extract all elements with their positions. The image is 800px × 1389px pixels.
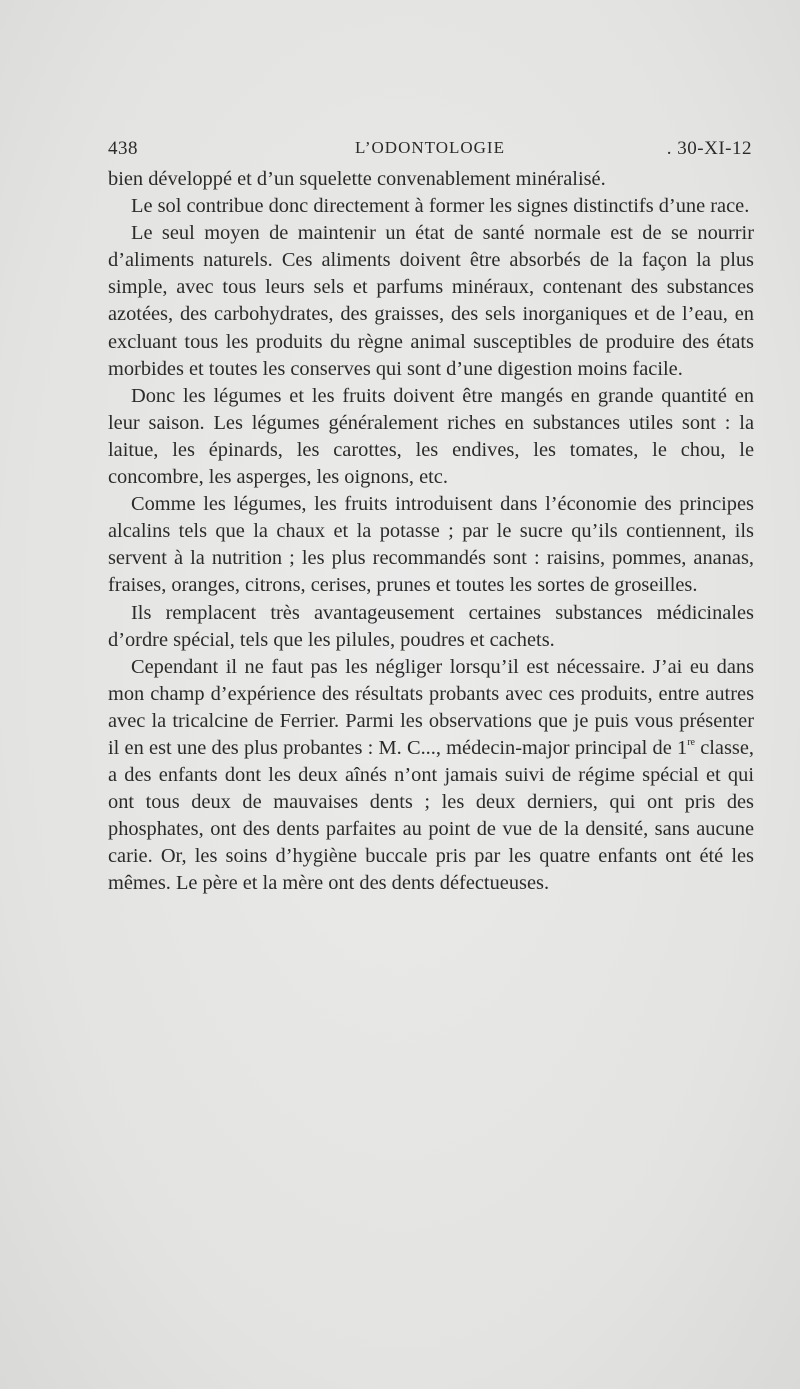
page-number: 438 (108, 138, 138, 159)
running-title: L’ODONTOLOGIE (355, 138, 505, 157)
body-text (108, 166, 754, 898)
paragraph-4: Donc les légumes et les fruits doivent être mangés en grande quantité en leur saison. Les légumes généralement riches en substances utiles sont : la laitue, les épinards, les carottes, les endives, les tomates, le chou, le concombre, les asperges, les oignons, etc. (108, 384, 754, 489)
paragraph-3: Le seul moyen de maintenir un état de santé normale est de se nourrir d’aliments naturels. Ces aliments doivent être absorbés de la façon la plus simple, avec tous leurs sels et parfums minéraux, contenant des substances azotées, des carbohydrates, des graisses, des sels inorganiques et de l’eau, en excluant tous les produits du règne animal susceptibles de produire des états morbides et toutes les conserves qui sont d’une digestion moins facile. (108, 222, 754, 380)
issue-date: . 30-XI-12 (666, 138, 752, 159)
ordinal-suffix: re (687, 736, 695, 748)
paragraph-5: Comme les légumes, les fruits introduisent dans l’économie des principes alcalins tels que la chaux et la potasse ; par le sucre qu’ils contiennent, ils servent à la nutrition ; les plus recommandés sont : raisins, pommes, ananas, fraises, oranges, citrons, cerises, prunes et toutes les sortes de groseilles. (108, 493, 754, 597)
paragraph-6: Ils remplacent très avantageusement certaines substances médicinales d’ordre spécial, tels que les pilules, poudres et cachets. (108, 601, 754, 651)
ordinal-number: 1 (676, 736, 688, 759)
paragraph-7-part-1: Cependant il ne faut pas les négliger lorsqu’il est nécessaire. J’ai eu dans mon champ d’expérience des résultats probants avec ces produits, entre autres avec la tricalcine de Ferrier. Parmi les observations que je puis vous présenter il en est une des plus probantes : M. C..., médecin-major principal de (108, 655, 754, 759)
paragraph-2: Le sol contribue donc directement à former les signes distinctifs d’une race. (131, 195, 750, 218)
paragraph-7-part-2: classe, a des enfants dont les deux aînés n’ont jamais suivi de régime spécial et qui ont tous deux de mauvaises dents ; les deux derniers, qui ont pris des phosphates, ont des dents parfaites au point de vue de la densité, sans aucune carie. Or, les soins d’hygiène buccale pris par les quatre enfants ont été les mêmes. Le père et la mère ont des dents défectueuses. (108, 736, 754, 895)
page-header (108, 138, 752, 162)
paragraph-7 (108, 654, 754, 898)
paragraph-1: bien développé et d’un squelette convenablement minéralisé. (108, 168, 606, 190)
